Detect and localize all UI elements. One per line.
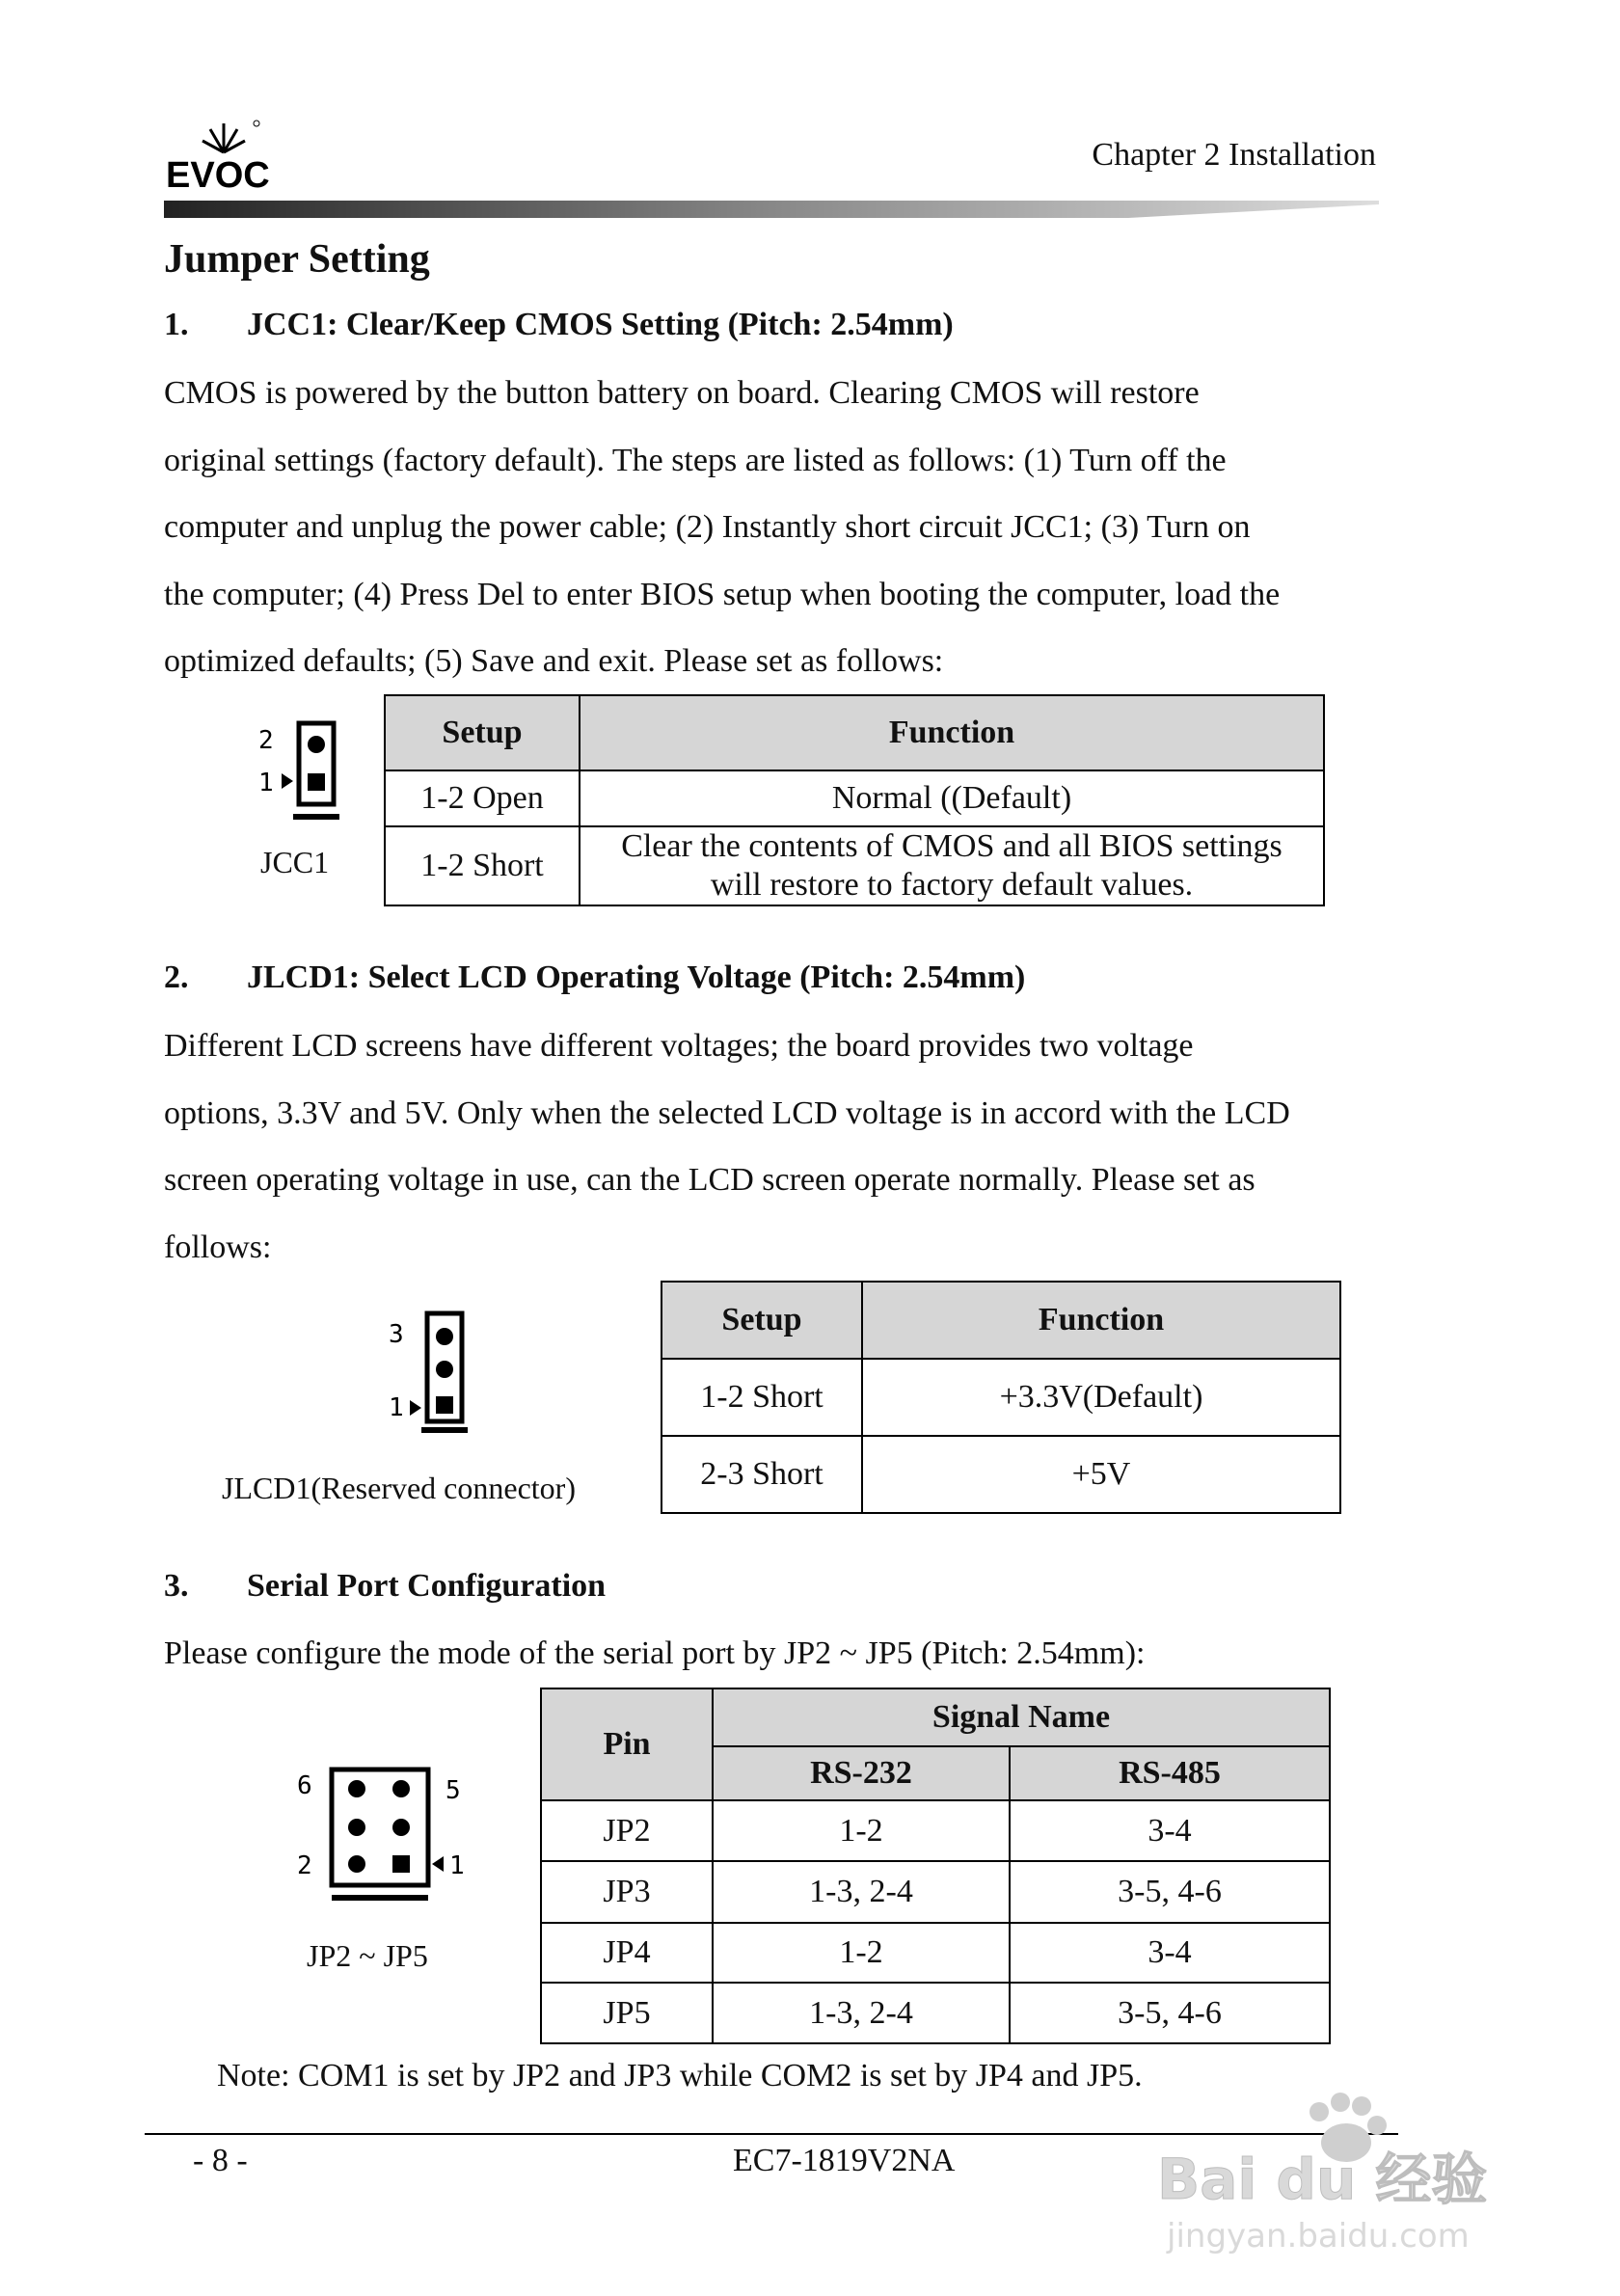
- table-cell: Normal ((Default): [580, 770, 1324, 826]
- pin-label: 6: [297, 1771, 312, 1800]
- table-header: Setup: [385, 695, 580, 770]
- table-header: Pin: [541, 1688, 713, 1800]
- table-cell: JP5: [541, 1983, 713, 2043]
- header-rule: [164, 201, 1379, 218]
- baidu-watermark: [1157, 2083, 1543, 2256]
- pin-label: 1: [449, 1851, 465, 1880]
- jcc1-heading-text: JCC1: Clear/Keep CMOS Setting (Pitch: 2.54mm): [247, 307, 954, 342]
- table-header: Setup: [662, 1282, 862, 1359]
- table-header: RS-485: [1010, 1746, 1330, 1800]
- jcc1-heading: [164, 307, 954, 343]
- table-cell: 1-2 Open: [385, 770, 580, 826]
- jlcd1-number: 2.: [164, 959, 189, 995]
- table-header: Function: [580, 695, 1324, 770]
- jcc1-table: [384, 694, 1325, 906]
- jcc1-paragraph: [164, 360, 1377, 695]
- paragraph-line: computer and unplug the power cable; (2) Instantly short circuit JCC1; (3) Turn on: [164, 509, 1251, 545]
- pin-label: 2: [297, 1851, 312, 1880]
- pin-label: 1: [258, 769, 274, 797]
- table-cell: 3-4: [1010, 1923, 1330, 1983]
- watermark-brand: Bai du 经验: [1157, 2147, 1488, 2212]
- table-cell: 3-5, 4-6: [1010, 1861, 1330, 1923]
- page-number: - 8 -: [193, 2143, 248, 2178]
- jp-jumper-diagram: [289, 1760, 482, 1914]
- cell-line: Clear the contents of CMOS and all BIOS settings: [621, 828, 1282, 864]
- paragraph-line: CMOS is powered by the button battery on board. Clearing CMOS will restore: [164, 375, 1200, 411]
- serial-intro: Please configure the mode of the serial port by JP2 ~ JP5 (Pitch: 2.54mm):: [164, 1635, 1146, 1671]
- jlcd1-paragraph: [164, 1013, 1377, 1281]
- pin-label: 1: [389, 1393, 404, 1422]
- jlcd1-heading-text: JLCD1: Select LCD Operating Voltage (Pitch: 2.54mm): [247, 959, 1026, 995]
- table-cell: 1-3, 2-4: [713, 1861, 1010, 1923]
- table-header: Function: [862, 1282, 1340, 1359]
- chapter-title: Chapter 2 Installation: [1092, 137, 1376, 173]
- model-number: EC7-1819V2NA: [733, 2143, 956, 2178]
- watermark-url: jingyan.baidu.com: [1167, 2217, 1470, 2255]
- paragraph-line: Different LCD screens have different voltages; the board provides two voltage: [164, 1028, 1194, 1064]
- jcc1-number: 1.: [164, 307, 189, 342]
- serial-heading-text: Serial Port Configuration: [247, 1568, 607, 1604]
- paragraph-line: follows:: [164, 1229, 272, 1265]
- serial-note: Note: COM1 is set by JP2 and JP3 while COM2 is set by JP4 and JP5.: [217, 2058, 1143, 2093]
- logo-text: EVOC: [166, 155, 270, 193]
- pin-label: 2: [258, 726, 274, 755]
- serial-table: [540, 1688, 1331, 2044]
- table-cell: +3.3V(Default): [862, 1359, 1340, 1436]
- paragraph-line: original settings (factory default). The steps are listed as follows: (1) Turn off the: [164, 442, 1227, 478]
- jlcd1-jumper-diagram: [381, 1302, 487, 1442]
- jp-caption: JP2 ~ JP5: [307, 1938, 428, 1973]
- table-cell: JP4: [541, 1923, 713, 1983]
- table-cell: 1-2: [713, 1800, 1010, 1861]
- paragraph-line: options, 3.3V and 5V. Only when the selected LCD voltage is in accord with the LCD: [164, 1094, 1290, 1131]
- table-cell: 1-3, 2-4: [713, 1983, 1010, 2043]
- cell-line: will restore to factory default values.: [710, 867, 1194, 903]
- table-cell: 1-2: [713, 1923, 1010, 1983]
- jcc1-caption: JCC1: [260, 845, 330, 879]
- jlcd1-caption: JLCD1(Reserved connector): [222, 1471, 576, 1505]
- pin-label: 3: [389, 1320, 404, 1349]
- table-cell: 3-4: [1010, 1800, 1330, 1861]
- table-cell: +5V: [862, 1436, 1340, 1513]
- table-cell: 1-2 Short: [385, 826, 580, 905]
- paragraph-line: optimized defaults; (5) Save and exit. Please set as follows:: [164, 643, 944, 679]
- section-title: Jumper Setting: [164, 237, 430, 282]
- table-cell: [580, 826, 1324, 905]
- jcc1-jumper-diagram: [251, 714, 357, 829]
- table-header: RS-232: [713, 1746, 1010, 1800]
- serial-number: 3.: [164, 1568, 189, 1604]
- evoc-logo: [164, 116, 280, 193]
- table-cell: 3-5, 4-6: [1010, 1983, 1330, 2043]
- table-cell: 1-2 Short: [662, 1359, 862, 1436]
- jlcd1-table: [661, 1281, 1341, 1514]
- table-cell: 2-3 Short: [662, 1436, 862, 1513]
- serial-heading: [164, 1568, 606, 1605]
- table-cell: JP3: [541, 1861, 713, 1923]
- paragraph-line: screen operating voltage in use, can the LCD screen operate normally. Please set as: [164, 1162, 1256, 1198]
- table-cell: JP2: [541, 1800, 713, 1861]
- jlcd1-heading: [164, 959, 1025, 996]
- paragraph-line: the computer; (4) Press Del to enter BIOS setup when booting the computer, load the: [164, 576, 1281, 612]
- pin-label: 5: [446, 1776, 461, 1805]
- table-header: Signal Name: [713, 1688, 1330, 1746]
